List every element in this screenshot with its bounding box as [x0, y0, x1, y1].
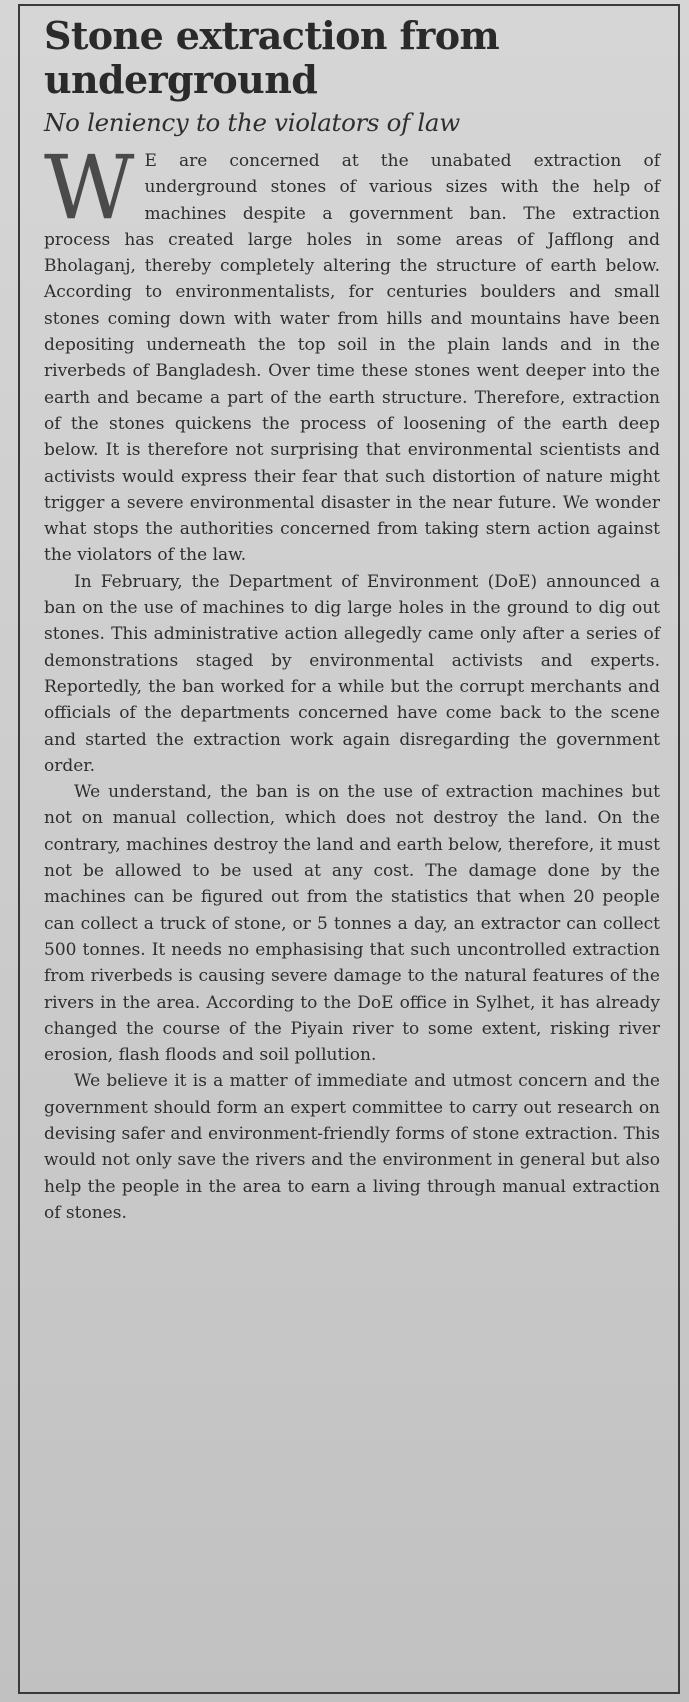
headline: Stone extraction from underground: [44, 13, 500, 102]
paragraph-4: We believe it is a matter of immediate and utmost concern and the government should form an expert committee to carry out research on devising safer and environment-friendly forms of stone extraction. This would not only save the rivers and the environment in general but also help the people in the area to earn a living through manual extraction of stones.: [44, 1071, 660, 1223]
article-body: [44, 136, 660, 1226]
subheadline: No leniency to the violators of law: [44, 108, 460, 137]
paragraph-2: In February, the Department of Environment (DoE) announced a ban on the use of machines to dig large holes in the ground to dig out stones. This administrative action allegedly came only after a series of demonstrations staged by environmental activists and experts. Reportedly, the ban worked for a while but the corrupt merchants and officials of the departments concerned have come back to the scene and started the extraction work again disregarding the government order.: [44, 571, 660, 776]
paragraph-1: [44, 136, 660, 569]
paragraph-3: We understand, the ban is on the use of extraction machines but not on manual collection, which does not destroy the land. On the contrary, machines destroy the land and earth below, therefore, it must not be allowed to be used at any cost. The damage done by the machines can be figured out from the statistics that when 20 people can collect a truck of stone, or 5 tonnes a day, an extractor can collect 500 tonnes. It needs no emphasising that such uncontrolled extraction from riverbeds is causing severe damage to the natural features of the rivers in the area. According to the DoE office in Sylhet, it has already changed the course of the Piyain river to some extent, risking river erosion, flash floods and soil pollution.: [44, 782, 660, 1066]
editorial-box: [18, 4, 680, 1694]
drop-cap: W: [44, 136, 135, 239]
paragraph-1-text: E are concerned at the unabated extraction of underground stones of various sizes with the help of machines despite a government ban. The extraction process has created large holes in some areas of Jafflong and Bholaganj, thereby completely altering the structure of earth below. According to environmentalists, for centuries boulders and small stones coming down with water from hills and mountains have been depositing underneath the top soil in the plain lands and in the riverbeds of Bangladesh. Over time these stones went deeper into the earth and became a part of the earth structure. Therefore, extraction of the stones quickens the process of loosening of the earth deep below. It is therefore not surprising that environmental scientists and activists would express their fear that such distortion of nature might trigger a severe environmental disaster in the near future. We wonder what stops the authorities concerned from taking stern action against the violators of the law.: [44, 151, 660, 566]
